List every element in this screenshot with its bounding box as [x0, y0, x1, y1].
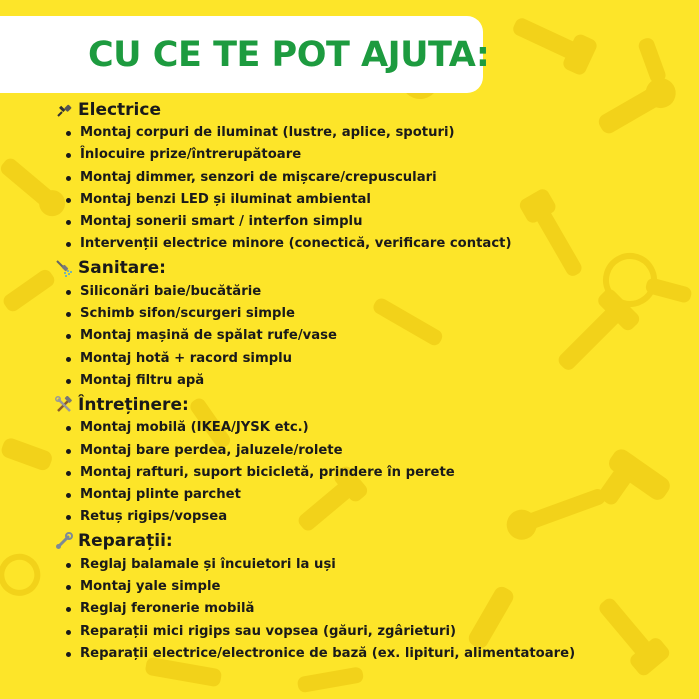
- title-banner: [0, 16, 490, 93]
- wrench-icon: [54, 531, 74, 551]
- list-item: Montaj benzi LED și iluminat ambiental: [54, 189, 694, 211]
- section-heading: [54, 529, 694, 554]
- list-item: Montaj filtru apă: [54, 370, 694, 392]
- list-item: Reglaj balamale și încuietori la uși: [54, 554, 694, 576]
- list-item: Montaj mașină de spălat rufe/vase: [54, 325, 694, 347]
- list-item: Intervenții electrice minore (conectică, verificare contact): [54, 233, 694, 255]
- list-item: Montaj plinte parchet: [54, 484, 694, 506]
- list-item: Montaj hotă + racord simplu: [54, 348, 694, 370]
- list-item: Retuș rigips/vopsea: [54, 506, 694, 528]
- section-reparatii: [54, 529, 694, 665]
- list-item: Siliconări baie/bucătărie: [54, 281, 694, 303]
- section-heading: [54, 256, 694, 281]
- list-item: Montaj dimmer, senzori de mișcare/crepusculari: [54, 167, 694, 189]
- section-intretinere: [54, 392, 694, 528]
- section-electrice: [54, 97, 694, 256]
- list-item: Reglaj feronerie mobilă: [54, 598, 694, 620]
- page-title: CU CE TE POT AJUTA:: [88, 35, 490, 75]
- list-item: Înlocuire prize/întrerupătoare: [54, 144, 694, 166]
- section-sanitare: [54, 256, 694, 392]
- list-item: Montaj corpuri de iluminat (lustre, aplice, spoturi): [54, 122, 694, 144]
- list-item: Schimb sifon/scurgeri simple: [54, 303, 694, 325]
- section-title: Sanitare:: [78, 258, 166, 279]
- hammer-wrench-icon: [54, 395, 74, 415]
- section-heading: [54, 392, 694, 417]
- plug-icon: [54, 100, 74, 120]
- list-item: Montaj sonerii smart / interfon simplu: [54, 211, 694, 233]
- list-item: Montaj yale simple: [54, 576, 694, 598]
- section-title: Reparații:: [78, 531, 173, 552]
- section-title: Întreținere:: [78, 394, 189, 415]
- list-item: Montaj rafturi, suport bicicletă, prindere în perete: [54, 462, 694, 484]
- list-item: Montaj bare perdea, jaluzele/rolete: [54, 440, 694, 462]
- list-item: Reparații electrice/electronice de bază (ex. lipituri, alimentatoare): [54, 643, 694, 665]
- shower-icon: [54, 258, 74, 278]
- services-list: [54, 97, 694, 665]
- list-item: Montaj mobilă (IKEA/JYSK etc.): [54, 417, 694, 439]
- list-item: Reparații mici rigips sau vopsea (găuri, zgârieturi): [54, 621, 694, 643]
- section-heading: [54, 97, 694, 122]
- section-title: Electrice: [78, 99, 161, 120]
